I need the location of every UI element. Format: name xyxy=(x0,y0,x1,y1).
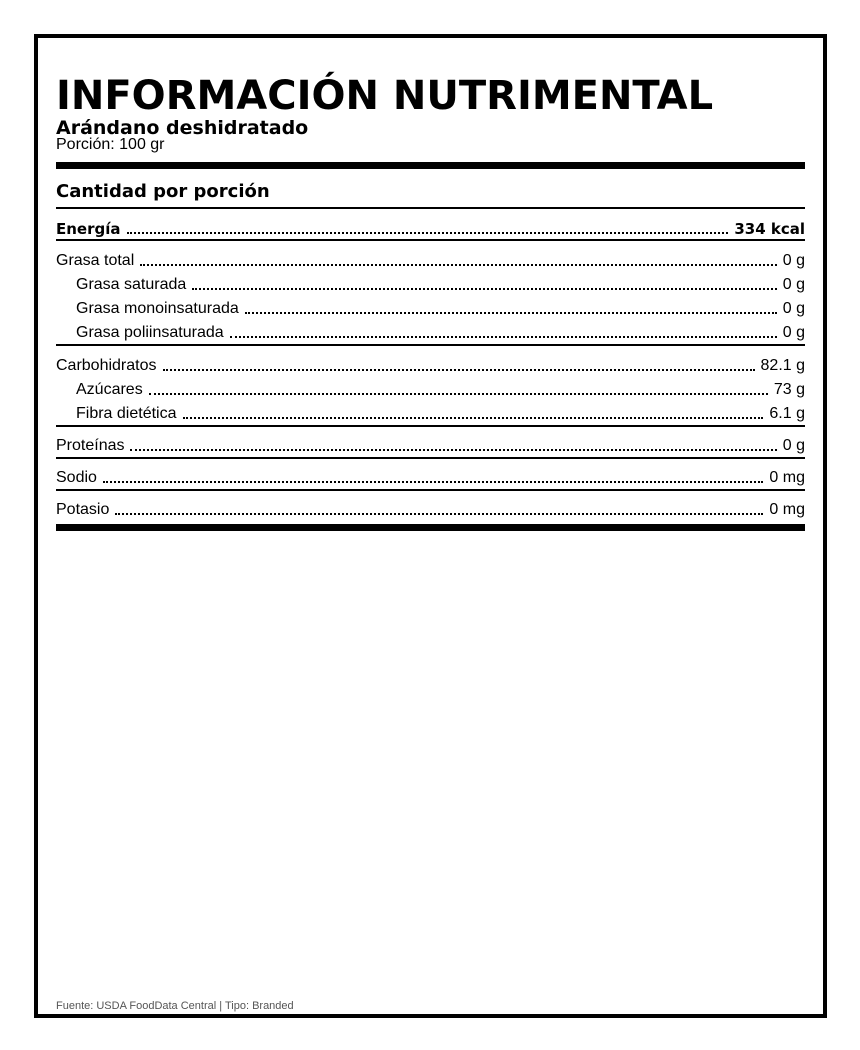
portion-size: Porción: 100 gr xyxy=(56,136,165,153)
nutrient-row-fat-saturated xyxy=(56,273,805,295)
thick-divider-top xyxy=(56,162,805,169)
nutrient-value: 73 g xyxy=(773,381,805,398)
nutrient-name: Sodio xyxy=(56,469,97,486)
divider xyxy=(56,489,805,491)
nutrient-row-fat-total xyxy=(56,249,805,271)
dot-leader xyxy=(115,513,763,515)
nutrient-name: Grasa saturada xyxy=(76,276,187,293)
nutrient-name: Grasa monoinsaturada xyxy=(76,300,239,317)
divider xyxy=(56,344,805,346)
nutrient-name: Fibra dietética xyxy=(76,405,177,422)
nutrient-name: Potasio xyxy=(56,501,110,518)
dot-leader xyxy=(230,336,777,338)
dot-leader xyxy=(127,232,729,234)
dot-leader xyxy=(149,393,768,395)
label-title: INFORMACIÓN NUTRIMENTAL xyxy=(56,73,714,119)
dot-leader xyxy=(245,312,777,314)
nutrient-row-potassium xyxy=(56,498,805,520)
nutrient-value: 6.1 g xyxy=(769,405,805,422)
nutrient-row-protein xyxy=(56,434,805,456)
nutrient-name: Grasa total xyxy=(56,252,135,269)
dot-leader xyxy=(163,369,755,371)
nutrient-value: 334 kcal xyxy=(734,220,805,238)
nutrient-value: 0 mg xyxy=(769,501,805,518)
nutrient-name: Carbohidratos xyxy=(56,357,157,374)
dot-leader xyxy=(192,288,776,290)
nutrient-row-fat-poly xyxy=(56,321,805,343)
nutrient-value: 0 g xyxy=(782,437,805,454)
dot-leader xyxy=(183,417,764,419)
nutrient-value: 0 mg xyxy=(769,469,805,486)
nutrient-row-fiber xyxy=(56,402,805,424)
nutrient-value: 0 g xyxy=(782,300,805,317)
divider xyxy=(56,425,805,427)
nutrient-name: Energía xyxy=(56,220,121,238)
nutrient-name: Grasa poliinsaturada xyxy=(76,324,224,341)
nutrient-value: 82.1 g xyxy=(760,357,805,374)
nutrient-value: 0 g xyxy=(782,252,805,269)
nutrient-value: 0 g xyxy=(782,324,805,341)
divider xyxy=(56,457,805,459)
thick-divider-bottom xyxy=(56,524,805,531)
source-footer: Fuente: USDA FoodData Central | Tipo: Branded xyxy=(56,1000,294,1012)
nutrient-value: 0 g xyxy=(782,276,805,293)
dot-leader xyxy=(140,264,776,266)
dot-leader xyxy=(103,481,764,483)
nutrient-row-sugars xyxy=(56,378,805,400)
divider xyxy=(56,207,805,209)
product-name: Arándano deshidratado xyxy=(56,117,309,139)
nutrient-name: Azúcares xyxy=(76,381,143,398)
nutrient-row-energy xyxy=(56,217,805,239)
nutrient-row-sodium xyxy=(56,466,805,488)
dot-leader xyxy=(130,449,776,451)
nutrient-row-carbs xyxy=(56,354,805,376)
nutrient-row-fat-mono xyxy=(56,297,805,319)
section-heading: Cantidad por porción xyxy=(56,181,270,202)
divider xyxy=(56,239,805,241)
nutrient-name: Proteínas xyxy=(56,437,125,454)
nutrition-label xyxy=(34,34,827,1018)
